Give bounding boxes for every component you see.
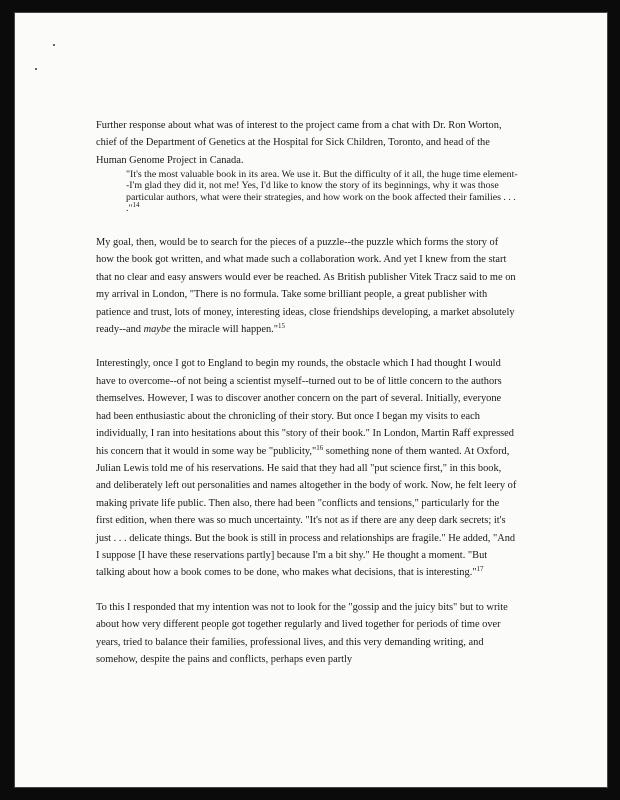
footnote-ref: 14: [132, 200, 140, 209]
paragraph-3-text: Interestingly, once I got to England to begin my rounds, the obstacle which I had thought I would have to overcome--of not being a scientist myself--turned out to be of little concern to the authors themselves. However, I was to discover another concern on the part of several. Initially, everyone had been enthusiastic about the chronicling of their story. But once I began my visits to each individually, I ran into hesitations about this "story of their book." In London, Martin Raff expressed his concern that it would in some way be "publicity,": [96, 358, 514, 457]
paragraph-2-end: the miracle will happen.": [170, 324, 278, 336]
block-quote: [126, 169, 518, 214]
footnote-ref: 16: [316, 443, 324, 452]
paragraph-3-text-cont: something none of them wanted. At Oxford, Julian Lewis told me of his reservations. He said that they had all "put science first," in this book, and deliberately left out personalities and names altogether in the body of work. Now, he felt leery of making private life public. Then also, there had been "conflicts and tensions," particularly for the first edition, when there was so much uncertainty. "It's not as if there are any deep dark secrets; it's just . . . delicate things. But the book is still in process and relationships are fragile." He added, "And I suppose [I have these reservations partly] because I'm a bit shy." He thought a moment. "But talking about how a book comes to be done, who makes what decisions, that is interesting.": [96, 445, 517, 579]
document-body: [96, 117, 518, 685]
page-speck: [35, 68, 37, 70]
paragraph-3: [96, 355, 518, 581]
footnote-ref: 17: [476, 565, 484, 574]
paragraph-4: To this I responded that my intention was not to look for the "gossip and the juicy bits" but to write about how very different people got together regularly and lived together for periods of time over years, tried to balance their families, professional lives, and this very demanding writing, and somehow, despite the pains and conflicts, perhaps even partly: [96, 601, 508, 665]
italic-word: maybe: [143, 324, 171, 336]
quote-text: "It's the most valuable book in its area. We use it. But the difficulty of it all, the huge time element--I'm glad they did it, not me! Yes, I'd like to know the story of its beginnings, why it was those particular authors, what were their strategies, and how work on the book affected their families . . . .": [126, 169, 518, 214]
paragraph-2-text: My goal, then, would be to search for the pieces of a puzzle--the puzzle which forms the story of how the book got written, and what made such a collaboration work. And yet I knew from the start that no clear and easy answers would ever be reached. As British publisher Vitek Tracz said to me on my arrival in London, "There is no formula. Take some brilliant people, a great publisher with patience and trust, lots of money, interesting ideas, close friendships developing, a market absolutely ready--and: [96, 237, 516, 336]
paragraph-2: [96, 234, 518, 338]
footnote-ref: 15: [277, 322, 285, 331]
page-speck: [53, 44, 55, 46]
paragraph-1: Further response about what was of interest to the project came from a chat with Dr. Ron Worton, chief of the Department of Genetics at the Hospital for Sick Children, Toronto, and head of the Human Genome Project in Canada.: [96, 120, 502, 166]
